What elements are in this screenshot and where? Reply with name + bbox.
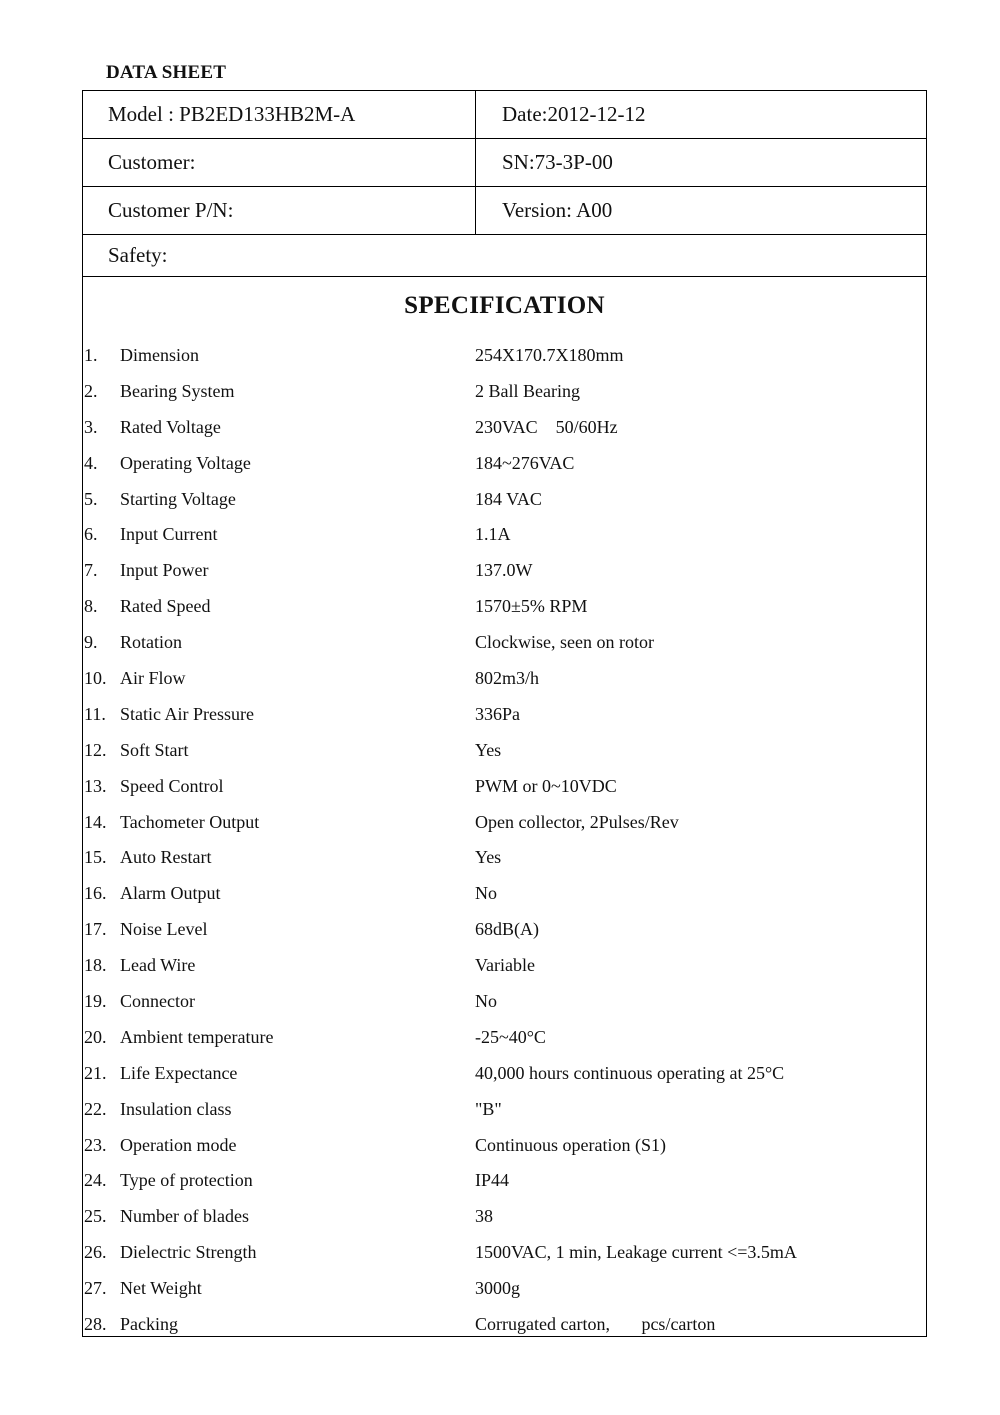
spec-number: 27. [84,1278,107,1299]
spec-number: 15. [84,847,107,868]
safety-field: Safety: [108,243,168,267]
spec-number: 17. [84,919,107,940]
spec-label: Tachometer Output [120,811,260,832]
spec-number: 8. [84,596,98,617]
spec-value: Corrugated carton, pcs/carton [475,1314,716,1335]
spec-row [83,1128,926,1164]
spec-number: 7. [84,560,98,581]
spec-value: -25~40°C [475,1026,546,1047]
spec-list [83,338,926,1343]
spec-label: Ambient temperature [120,1026,274,1047]
version-field: Version: A00 [502,198,613,222]
spec-value: 336Pa [475,703,520,724]
spec-number: 2. [84,380,98,401]
spec-row [83,948,926,984]
spec-label: Lead Wire [120,955,196,976]
spec-label: Net Weight [120,1278,202,1299]
spec-row [83,876,926,912]
spec-value: "B" [475,1098,502,1119]
spec-row [83,446,926,482]
spec-number: 24. [84,1170,107,1191]
spec-number: 12. [84,739,107,760]
spec-label: Alarm Output [120,883,221,904]
spec-number: 20. [84,1026,107,1047]
spec-value: Yes [475,739,502,760]
spec-label: Packing [120,1314,178,1335]
spec-number: 1. [84,345,98,365]
spec-value: Clockwise, seen on rotor [475,632,654,653]
model-field: Model : PB2ED133HB2M-A [108,102,356,126]
header-row-customer-pn [83,187,926,235]
spec-number: 6. [84,524,98,545]
spec-row [83,769,926,805]
spec-value: 137.0W [475,560,533,581]
sn-field: SN:73-3P-00 [502,150,613,174]
spec-number: 10. [84,668,107,689]
spec-label: Rated Speed [120,596,211,617]
spec-row [83,1020,926,1056]
spec-number: 11. [84,703,106,724]
spec-value: 68dB(A) [475,919,539,940]
spec-row [83,733,926,769]
spec-label: Rated Voltage [120,416,221,437]
spec-value: PWM or 0~10VDC [475,775,617,796]
spec-label: Dimension [120,345,199,365]
spec-label: Number of blades [120,1206,249,1227]
spec-row [83,1056,926,1092]
spec-number: 3. [84,416,98,437]
spec-value: IP44 [475,1170,510,1191]
spec-value: 1570±5% RPM [475,596,588,617]
spec-value: Continuous operation (S1) [475,1134,666,1155]
spec-number: 13. [84,775,107,796]
spec-label: Noise Level [120,919,208,940]
spec-label: Soft Start [120,739,189,760]
spec-row [83,374,926,410]
spec-number: 26. [84,1242,107,1263]
spec-number: 5. [84,488,98,509]
spec-label: Speed Control [120,775,224,796]
spec-label: Auto Restart [120,847,212,868]
spec-value: No [475,883,497,904]
spec-row [83,912,926,948]
spec-label: Air Flow [120,668,186,689]
spec-label: Input Current [120,524,218,545]
spec-value: Variable [475,955,535,976]
spec-value: Yes [475,847,502,868]
spec-number: 25. [84,1206,107,1227]
spec-label: Dielectric Strength [120,1242,257,1263]
spec-number: 14. [84,811,107,832]
specification-heading: SPECIFICATION [404,292,605,319]
spec-row [83,553,926,589]
spec-value: 3000g [475,1278,520,1299]
spec-row [83,1271,926,1307]
spec-value: 40,000 hours continuous operating at 25°C [475,1062,785,1083]
spec-row [83,984,926,1020]
spec-label: Operating Voltage [120,452,251,473]
spec-number: 9. [84,632,98,653]
spec-value: 2 Ball Bearing [475,380,580,401]
spec-number: 22. [84,1098,107,1119]
spec-row [83,1235,926,1271]
spec-label: Connector [120,991,195,1012]
spec-label: Type of protection [120,1170,253,1191]
spec-number: 28. [84,1314,107,1335]
header-row-customer [83,139,926,187]
spec-row [83,1163,926,1199]
spec-value: 184 VAC [475,488,542,509]
header-row-safety [83,235,926,277]
spec-number: 4. [84,452,98,473]
spec-label: Rotation [120,632,182,653]
spec-row [83,1092,926,1128]
spec-row [83,697,926,733]
spec-row [83,805,926,841]
spec-row [83,1307,926,1343]
header-row-model [83,91,926,139]
spec-label: Bearing System [120,380,235,401]
spec-value: 1.1A [475,524,511,545]
datasheet-frame [82,90,927,1337]
spec-label: Input Power [120,560,209,581]
spec-number: 18. [84,955,107,976]
spec-value: 184~276VAC [475,452,575,473]
spec-row [83,338,926,374]
spec-row [83,625,926,661]
spec-value: Open collector, 2Pulses/Rev [475,811,679,832]
spec-row [83,589,926,625]
date-field: Date:2012-12-12 [502,102,646,126]
spec-value: 230VAC 50/60Hz [475,416,618,437]
spec-value: No [475,991,497,1012]
spec-number: 21. [84,1062,107,1083]
spec-number: 19. [84,991,107,1012]
spec-label: Life Expectance [120,1062,238,1083]
spec-row [83,1199,926,1235]
spec-value: 802m3/h [475,668,540,689]
document-title: DATA SHEET [106,62,227,83]
spec-label: Static Air Pressure [120,703,254,724]
customer-field: Customer: [108,150,196,174]
spec-number: 23. [84,1134,107,1155]
spec-value: 254X170.7X180mm [475,345,624,365]
spec-value: 1500VAC, 1 min, Leakage current <=3.5mA [475,1242,797,1263]
spec-label: Insulation class [120,1098,232,1119]
spec-label: Operation mode [120,1134,237,1155]
spec-label: Starting Voltage [120,488,236,509]
customer-pn-field: Customer P/N: [108,198,234,222]
spec-row [83,661,926,697]
spec-value: 38 [475,1206,493,1227]
spec-row [83,410,926,446]
spec-number: 16. [84,883,107,904]
spec-row [83,840,926,876]
spec-row [83,482,926,518]
spec-row [83,517,926,553]
